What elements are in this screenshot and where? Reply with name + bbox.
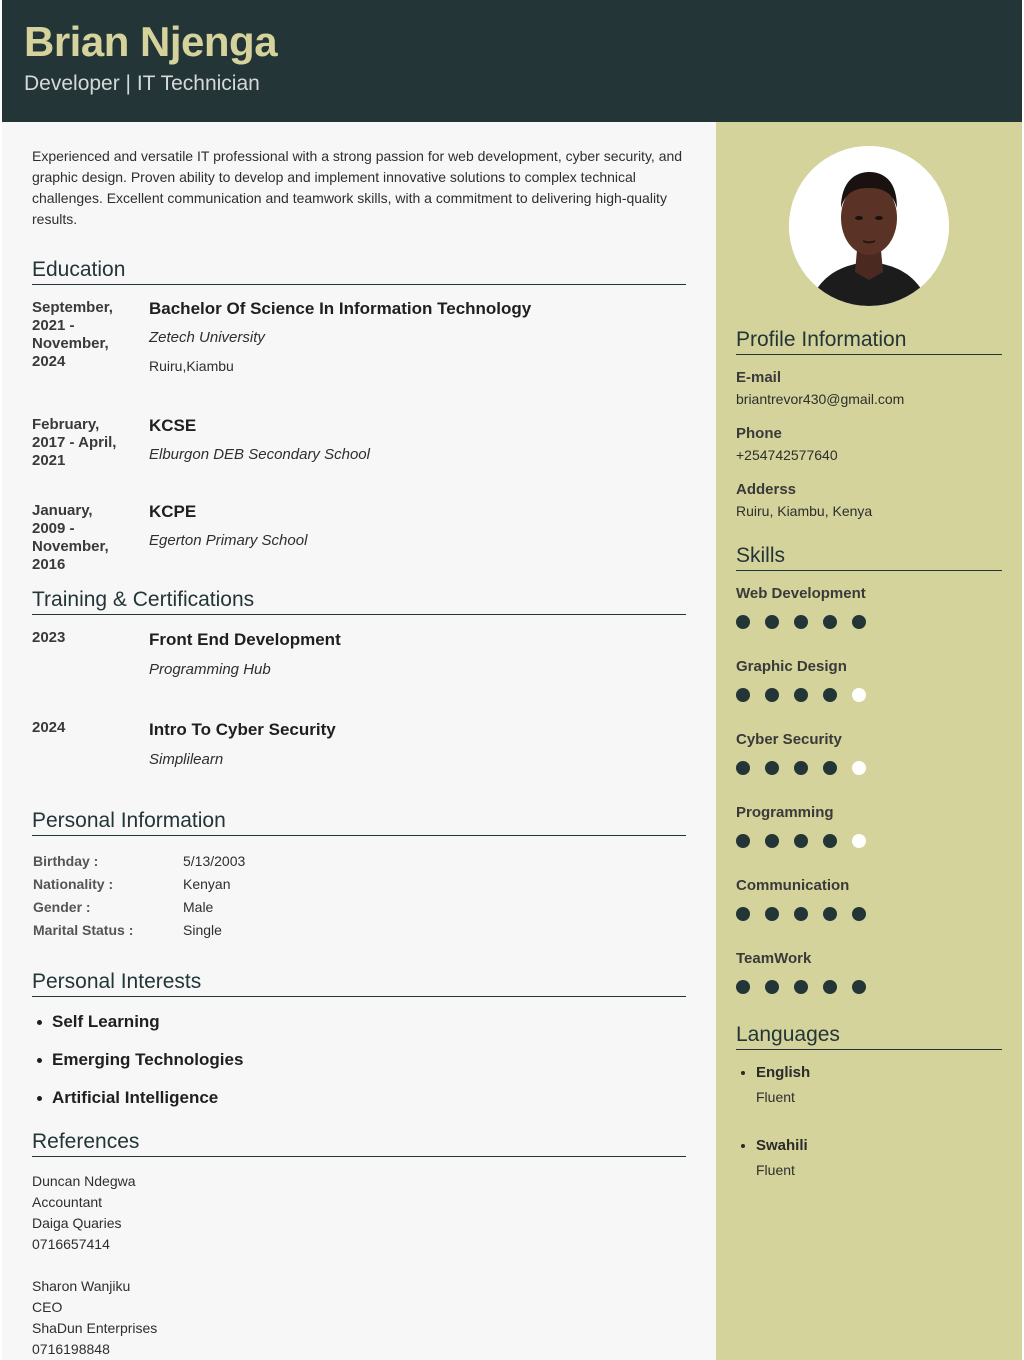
reference-name: Sharon Wanjiku <box>32 1278 131 1294</box>
skill-dot-filled <box>823 761 837 775</box>
birthday-label: Birthday : <box>33 853 99 869</box>
skill-dot-filled <box>823 615 837 629</box>
reference-name: Duncan Ndegwa <box>32 1173 136 1189</box>
skill-dot-filled <box>736 980 750 994</box>
education-date: September, 2021 - November, 2024 <box>32 299 113 370</box>
interest-item: Artificial Intelligence <box>52 1088 219 1107</box>
education-location: Ruiru,Kiambu <box>149 358 234 374</box>
skill-dot-filled <box>823 907 837 921</box>
education-degree: KCPE <box>149 502 197 521</box>
skill-dot-filled <box>765 615 779 629</box>
gender-value: Male <box>183 899 214 915</box>
reference-phone: 0716198848 <box>32 1341 110 1357</box>
skill-dot-filled <box>765 688 779 702</box>
skill-level-rating <box>736 761 876 775</box>
skill-name: Communication <box>736 877 850 894</box>
personal-info-heading: Personal Information <box>32 809 686 836</box>
email-label: E-mail <box>736 369 782 386</box>
reference-role: CEO <box>32 1299 63 1315</box>
skill-dot-filled <box>794 907 808 921</box>
skill-dot-filled <box>736 907 750 921</box>
education-degree: KCSE <box>149 416 197 435</box>
skill-name: Programming <box>736 804 834 821</box>
gender-label: Gender : <box>33 899 91 915</box>
language-name: Swahili <box>756 1137 808 1154</box>
skill-name: Web Development <box>736 585 866 602</box>
skill-dot-filled <box>823 834 837 848</box>
nationality-label: Nationality : <box>33 876 114 892</box>
skill-level-rating <box>736 834 876 848</box>
phone-value: +254742577640 <box>736 447 838 463</box>
skill-dot-empty <box>852 688 866 702</box>
skills-heading: Skills <box>736 544 1002 571</box>
skill-dot-filled <box>736 688 750 702</box>
training-year: 2023 <box>32 629 66 646</box>
address-label: Adderss <box>736 481 797 498</box>
skill-dot-filled <box>852 980 866 994</box>
skill-dot-filled <box>794 761 808 775</box>
reference-role: Accountant <box>32 1194 103 1210</box>
skill-dot-filled <box>794 980 808 994</box>
skill-dot-filled <box>794 615 808 629</box>
reference-company: Daiga Quaries <box>32 1215 122 1231</box>
education-date: January, 2009 - November, 2016 <box>32 502 109 573</box>
profile-info-heading: Profile Information <box>736 328 1002 355</box>
person-photo-illustration <box>789 146 949 306</box>
marital-status-value: Single <box>183 922 222 938</box>
address-value: Ruiru, Kiambu, Kenya <box>736 503 873 519</box>
skill-dot-filled <box>823 688 837 702</box>
training-year: 2024 <box>32 719 66 736</box>
interest-item: Emerging Technologies <box>52 1050 244 1069</box>
phone-label: Phone <box>736 425 782 442</box>
training-heading: Training & Certifications <box>32 588 686 615</box>
skill-dot-empty <box>852 834 866 848</box>
sidebar <box>716 122 1022 1360</box>
education-institution: Elburgon DEB Secondary School <box>149 446 370 463</box>
interests-heading: Personal Interests <box>32 970 686 997</box>
profile-summary: Experienced and versatile IT professional with a strong passion for web development, cyber security, and graphic design. Proven ability to develop and implement innovative solutions to complex technical challenges. Excellent communication and teamwork skills, with a commitment to delivering high-quality results. <box>32 148 683 227</box>
references-heading: References <box>32 1130 686 1157</box>
skill-dot-filled <box>765 907 779 921</box>
skill-dot-filled <box>736 761 750 775</box>
birthday-value: 5/13/2003 <box>183 853 246 869</box>
resume-header <box>2 0 1022 122</box>
skill-dot-filled <box>852 615 866 629</box>
nationality-value: Kenyan <box>183 876 231 892</box>
skill-level-rating <box>736 615 876 629</box>
person-name: Brian Njenga <box>24 18 278 65</box>
job-title: Developer | IT Technician <box>24 72 260 95</box>
skill-dot-filled <box>794 834 808 848</box>
language-level: Fluent <box>756 1089 795 1105</box>
training-provider: Programming Hub <box>149 661 271 678</box>
skill-level-rating <box>736 980 876 994</box>
languages-heading: Languages <box>736 1023 1002 1050</box>
reference-phone: 0716657414 <box>32 1236 110 1252</box>
skill-dot-filled <box>852 907 866 921</box>
skill-dot-filled <box>765 834 779 848</box>
skill-level-rating <box>736 688 876 702</box>
education-heading: Education <box>32 258 686 285</box>
language-name: English <box>756 1064 811 1081</box>
resume-page <box>2 0 1022 1360</box>
education-date: February, 2017 - April, 2021 <box>32 416 117 469</box>
skill-dot-filled <box>765 980 779 994</box>
skill-level-rating <box>736 907 876 921</box>
profile-photo <box>789 146 949 306</box>
education-institution: Egerton Primary School <box>149 532 308 549</box>
skill-dot-filled <box>736 615 750 629</box>
skill-dot-filled <box>794 688 808 702</box>
reference-company: ShaDun Enterprises <box>32 1320 158 1336</box>
email-value[interactable]: briantrevor430@gmail.com <box>736 391 905 407</box>
skill-dot-filled <box>765 761 779 775</box>
language-level: Fluent <box>756 1162 795 1178</box>
skill-dot-filled <box>823 980 837 994</box>
training-provider: Simplilearn <box>149 751 224 768</box>
training-course: Front End Development <box>149 630 341 649</box>
skill-name: TeamWork <box>736 950 812 967</box>
marital-status-label: Marital Status : <box>33 922 134 938</box>
education-degree: Bachelor Of Science In Information Technology <box>149 299 532 318</box>
education-institution: Zetech University <box>149 329 265 346</box>
interest-item: Self Learning <box>52 1012 160 1031</box>
skill-dot-filled <box>736 834 750 848</box>
skill-dot-empty <box>852 761 866 775</box>
skill-name: Cyber Security <box>736 731 842 748</box>
skill-name: Graphic Design <box>736 658 847 675</box>
training-course: Intro To Cyber Security <box>149 720 336 739</box>
